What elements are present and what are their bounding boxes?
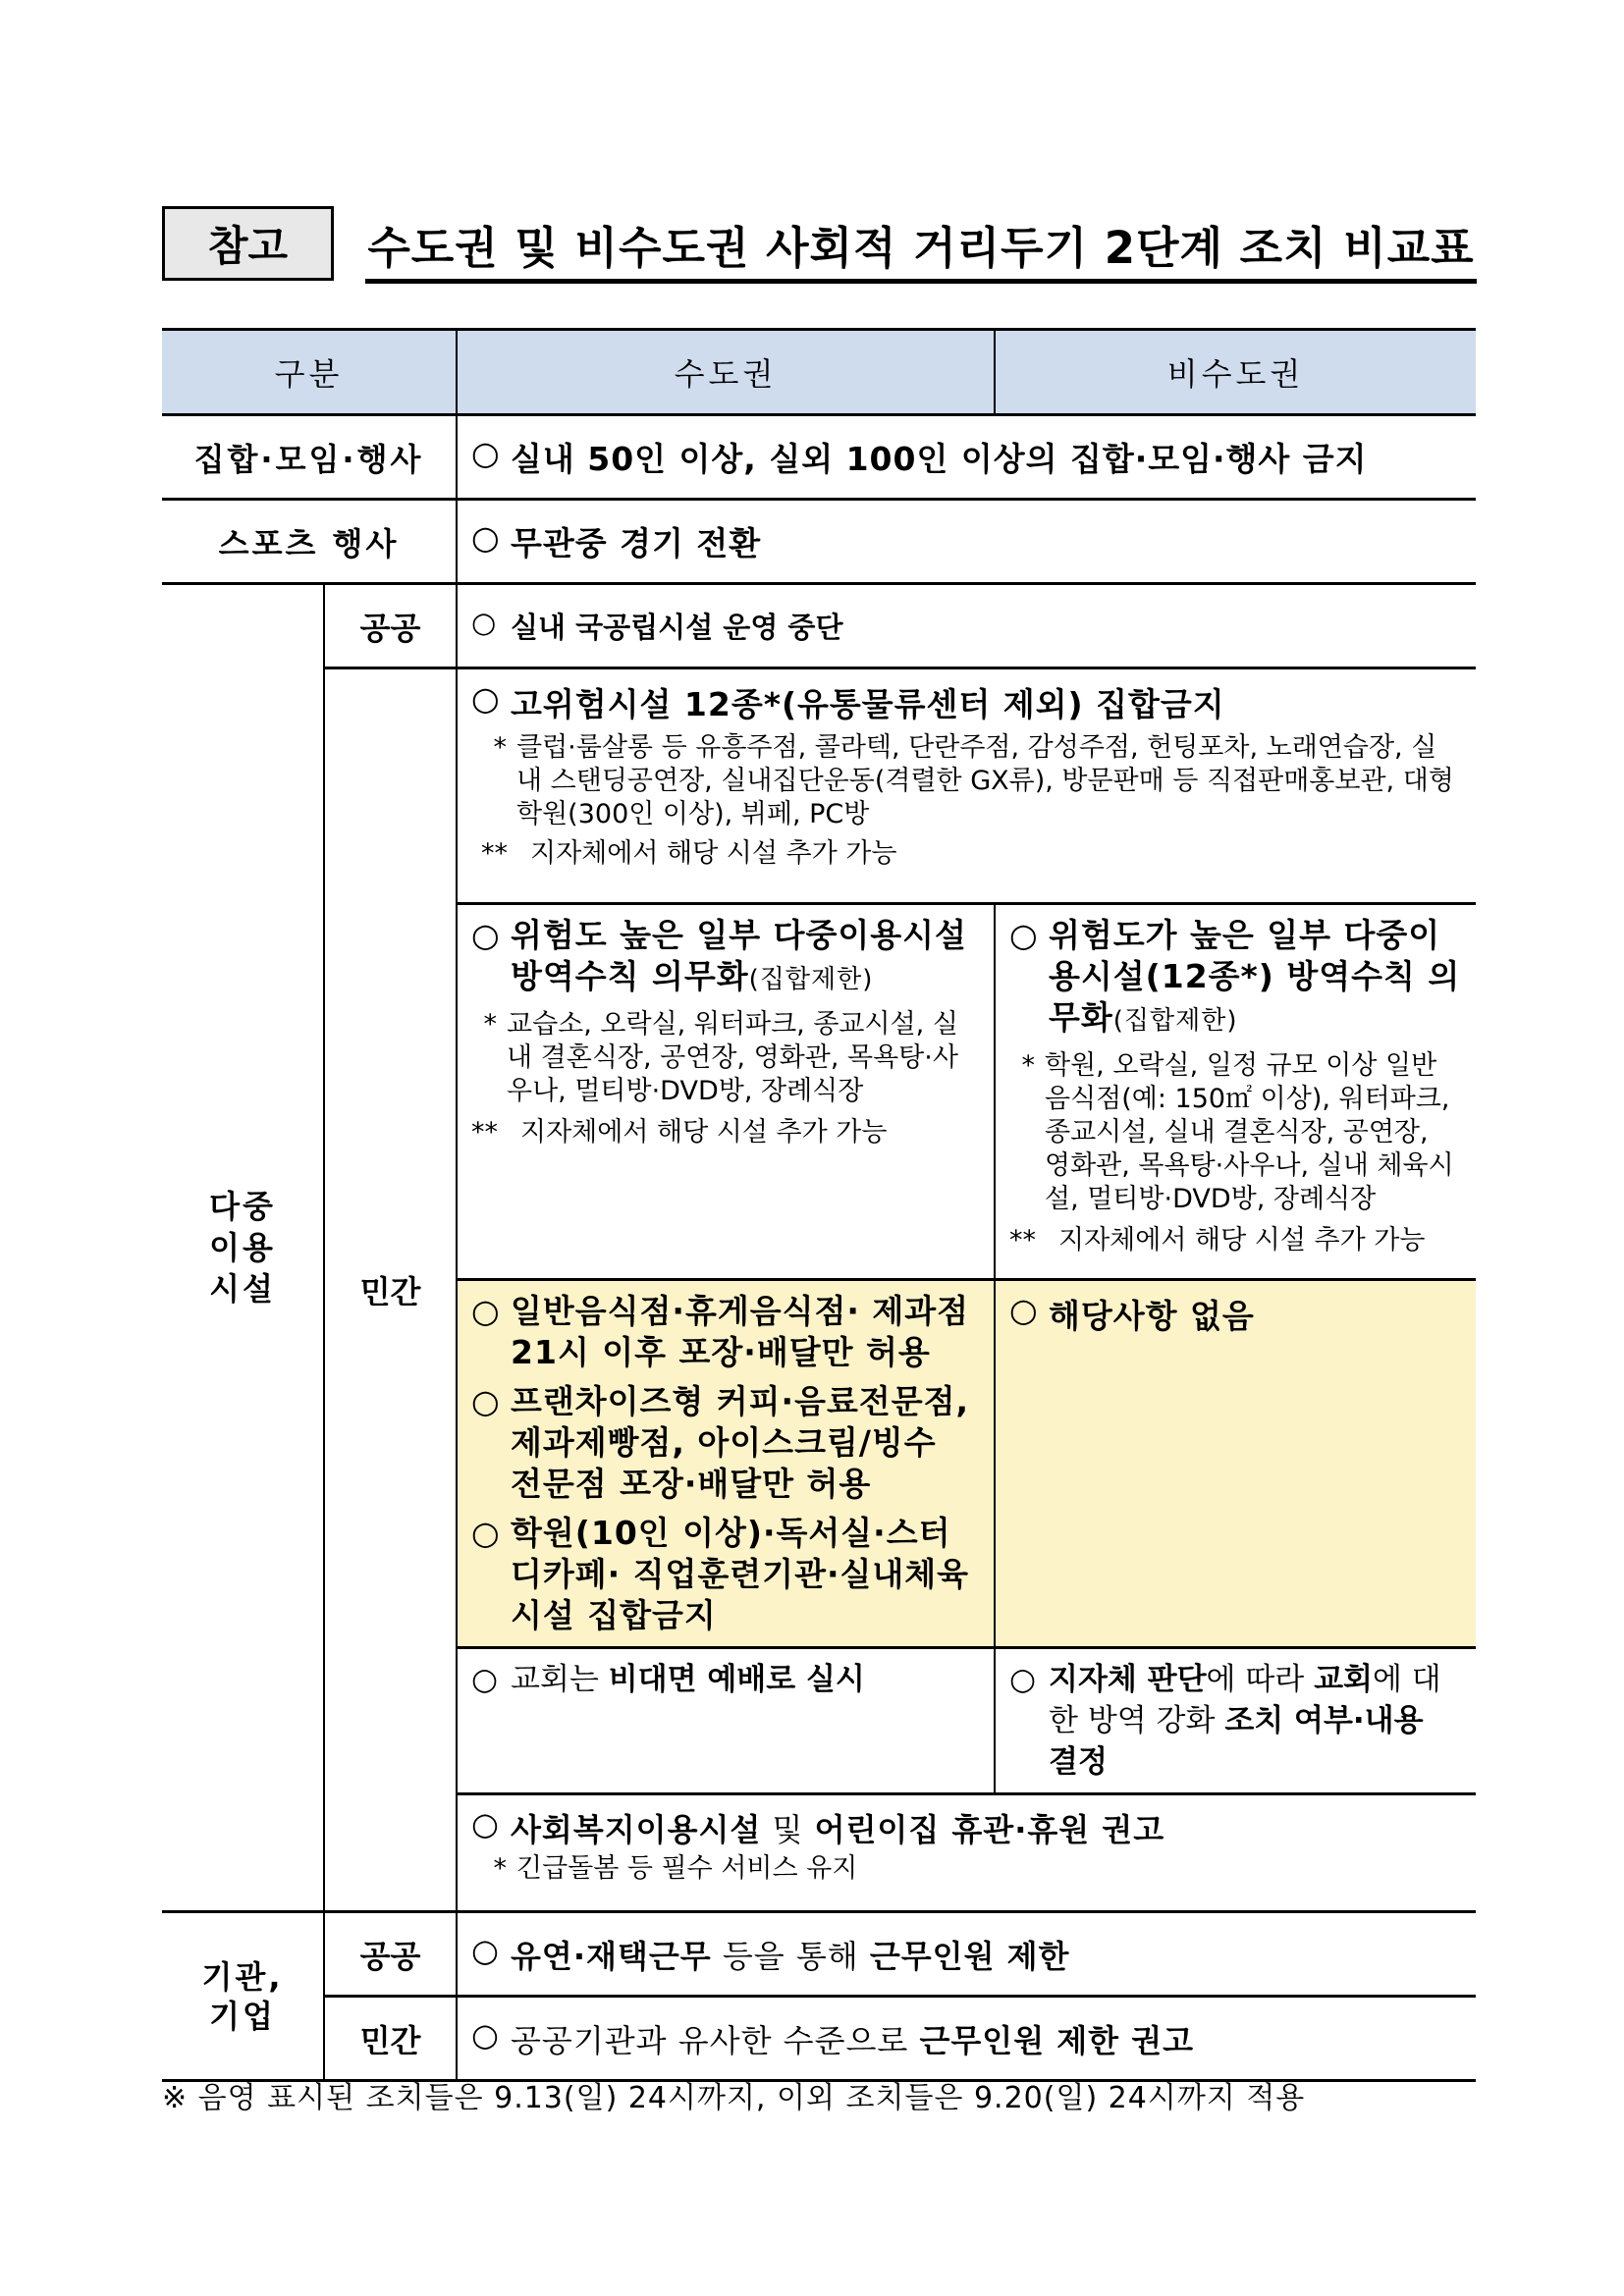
note-mark: * (1021, 1050, 1036, 1081)
noncapital-rules-suffix: (집합제한) (1112, 1006, 1238, 1036)
org-private-prefix: 공공기관과 유사한 수준으로 (511, 2021, 920, 2059)
header-category: 구분 (162, 330, 457, 415)
bullet-mark: ○ (471, 1805, 500, 1842)
facilities-public-text: 실내 국공립시설 운영 중단 (511, 611, 843, 644)
capital-special-item: 학원(10인 이상)·독서실·스터디카페· 직업훈련기관·실내체육시설 집합금지 (511, 1514, 969, 1634)
bullet-mark: ○ (1009, 916, 1039, 954)
facilities-public-label: 공공 (324, 584, 457, 668)
noncapital-rules-note: 학원, 오락실, 일정 규모 이상 일반음식점(예: 150㎡ 이상), 워터파크, 종교시설, 실내 결혼식장, 공연장, 영화관, 목욕탕·사우나, 실내 체육시설, 멀티방·DVD방, 장례식장 (1045, 1050, 1454, 1214)
noncapital-church-content (995, 1648, 1476, 1794)
row-high-risk (162, 668, 1476, 904)
bullet-mark: ○ (471, 434, 501, 472)
high-risk-note2: 지자체에서 해당 시설 추가 가능 (530, 838, 897, 869)
bullet-mark: ○ (1009, 1662, 1037, 1697)
footer-note: ※ 음영 표시된 조치들은 9.13(일) 24시까지, 이외 조치들은 9.20(일) 24시까지 적용 (162, 2081, 1306, 2115)
noncapital-rules-content (995, 904, 1476, 1280)
facilities-label (162, 584, 324, 1912)
welfare-bold2: 어린이집 휴관·휴원 권고 (814, 1811, 1165, 1848)
org-public-bold1: 유연·재택근무 (511, 1937, 712, 1975)
church-capital-bold: 비대면 예배로 실시 (608, 1662, 865, 1697)
bullet-mark: ○ (471, 1382, 501, 1420)
capital-rules-suffix: (집합제한) (748, 965, 874, 994)
org-label (162, 1912, 324, 2081)
org-public-bold2: 근무인원 제한 (869, 1937, 1070, 1975)
header-capital: 수도권 (457, 330, 995, 415)
row-org-private (162, 1997, 1476, 2081)
row-gathering (162, 415, 1476, 500)
capital-special-item: 프랜차이즈형 커피·음료전문점, 제과제빵점, 아이스크림/빙수 전문점 포장·배달만 허용 (511, 1382, 969, 1503)
capital-church-content (457, 1648, 995, 1794)
facilities-label-line: 시설 (209, 1270, 276, 1308)
note-mark: * (483, 1009, 498, 1040)
facilities-private-label: 민간 (324, 668, 457, 1912)
bullet-mark: ○ (471, 1931, 500, 1969)
church-capital-prefix: 교회는 (511, 1662, 609, 1697)
row-facilities-public (162, 584, 1476, 668)
welfare-mid: 및 (761, 1811, 815, 1848)
bullet-mark: ○ (471, 916, 501, 954)
org-label-line: 기관, (201, 1957, 284, 1996)
org-label-line: 기업 (209, 1997, 276, 2035)
org-private-bold: 근무인원 제한 권고 (919, 2021, 1195, 2059)
bullet-mark: ○ (471, 1662, 499, 1697)
church-nc-bold3: 조치 여부·내용 결정 (1049, 1703, 1424, 1780)
note-mark: * (493, 732, 508, 763)
org-private-content (457, 1997, 1476, 2081)
page-title: 수도권 및 비수도권 사회적 거리두기 2단계 조치 비교표 (367, 221, 1475, 274)
noncapital-rules-note2: 지자체에서 해당 시설 추가 가능 (1058, 1225, 1426, 1255)
high-risk-note: 클럽·룸살롱 등 유흥주점, 콜라텍, 단란주점, 감성주점, 헌팅포차, 노래연습장, 실내 스탠딩공연장, 실내집단운동(격렬한 GX류), 방문판매 등 직접판매홍보관, 대형학원(300인 이상), 뷔페, PC방 (516, 732, 1454, 829)
bullet-mark: ○ (471, 679, 501, 718)
note2-mark: ** (1009, 1225, 1037, 1255)
row-sports (162, 500, 1476, 584)
capital-rules-text: 위험도 높은 일부 다중이용시설 방역수칙 의무화 (511, 916, 967, 995)
note2-mark: ** (471, 1117, 499, 1148)
capital-rules-note: 교습소, 오락실, 워터파크, 종교시설, 실내 결혼식장, 공연장, 영화관, 목욕탕·사우나, 멀티방·DVD방, 장례식장 (507, 1009, 958, 1106)
sports-content (457, 500, 1476, 584)
capital-rules-content (457, 904, 995, 1280)
bullet-mark: ○ (471, 518, 501, 557)
gathering-label: 집합·모임·행사 (162, 415, 457, 500)
welfare-bold1: 사회복지이용시설 (511, 1811, 762, 1848)
high-risk-content (457, 668, 1476, 904)
capital-rules-note2: 지자체에서 해당 시설 추가 가능 (520, 1117, 888, 1148)
noncapital-special-content (995, 1280, 1476, 1648)
bullet-mark: ○ (471, 2015, 500, 2054)
church-nc-bold1: 지자체 판단 (1049, 1662, 1207, 1697)
row-org-public (162, 1912, 1476, 1997)
gathering-text: 실내 50인 이상, 실외 100인 이상의 집합·모임·행사 금지 (511, 440, 1368, 478)
sports-text: 무관중 경기 전환 (511, 524, 762, 562)
title-tag: 참고 (162, 206, 334, 281)
noncapital-rules-text: 위험도가 높은 일부 다중이용시설(12종*) 방역수칙 의무화 (1049, 916, 1461, 1037)
org-public-content (457, 1912, 1476, 1997)
comparison-table (162, 328, 1476, 2082)
facilities-label-line: 이용 (209, 1229, 276, 1266)
note-mark: * (493, 1853, 508, 1884)
church-nc-mid: 에 따라 (1206, 1662, 1315, 1697)
church-nc-mid2: 에 대한 방역 강화 (1049, 1662, 1441, 1738)
noncapital-special-text: 해당사항 없음 (1049, 1297, 1255, 1335)
org-private-label: 민간 (324, 1997, 457, 2081)
high-risk-text: 고위험시설 12종*(유통물류센터 제외) 집합금지 (511, 685, 1225, 723)
gathering-content (457, 415, 1476, 500)
welfare-note: 긴급돌봄 등 필수 서비스 유지 (516, 1853, 858, 1884)
bullet-mark: ○ (471, 606, 497, 639)
sports-label: 스포츠 행사 (162, 500, 457, 584)
header-noncapital: 비수도권 (995, 330, 1476, 415)
church-nc-bold2: 교회 (1314, 1662, 1373, 1697)
bullet-mark: ○ (471, 1292, 501, 1330)
org-public-mid: 등을 통해 (711, 1937, 870, 1975)
title-underline (365, 279, 1477, 284)
bullet-mark: ○ (471, 1514, 501, 1552)
facilities-public-content (457, 584, 1476, 668)
facilities-label-line: 다중 (209, 1188, 276, 1225)
capital-special-content (457, 1280, 995, 1648)
header-row (162, 330, 1476, 415)
welfare-content (457, 1794, 1476, 1912)
note2-mark: ** (481, 838, 509, 869)
org-public-label: 공공 (324, 1912, 457, 1997)
capital-special-item: 일반음식점·휴게음식점· 제과점 21시 이후 포장·배달만 허용 (511, 1292, 969, 1371)
bullet-mark: ○ (1009, 1291, 1039, 1329)
